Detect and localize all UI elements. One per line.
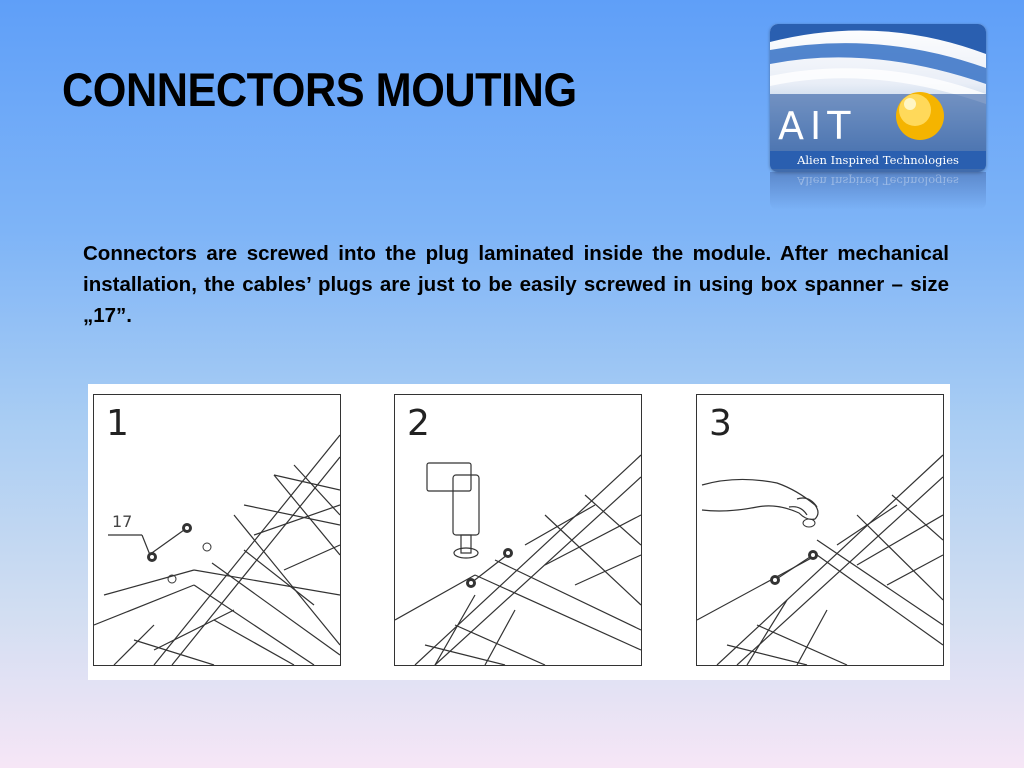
step-number: 2 xyxy=(407,403,430,444)
step-1-drawing xyxy=(94,395,340,665)
step-number: 3 xyxy=(709,403,732,444)
slide-title: CONNECTORS MOUTING xyxy=(62,63,577,116)
step-panel-3 xyxy=(696,394,944,666)
logo-reflection xyxy=(770,172,986,210)
step-3-drawing xyxy=(697,395,943,665)
logo-subtitle: Alien Inspired Technologies xyxy=(770,151,986,169)
slide-body-text: Connectors are screwed into the plug laminated inside the module. After mechanical installation, the cables’ plugs are just to be easily screwed in using box spanner – size „17”. xyxy=(83,242,949,327)
mounting-steps-figure xyxy=(88,384,950,680)
step-panel-1 xyxy=(93,394,341,666)
logo-mark: AIT xyxy=(778,104,857,148)
step-2-drawing xyxy=(395,395,641,665)
spanner-size-label: 17 xyxy=(112,512,133,531)
ait-logo xyxy=(770,24,986,172)
logo-swoosh-graphic xyxy=(770,24,986,172)
logo-reflection-text: Alien Inspired Technologies xyxy=(797,174,959,188)
step-number: 1 xyxy=(106,403,129,444)
step-panel-2 xyxy=(394,394,642,666)
